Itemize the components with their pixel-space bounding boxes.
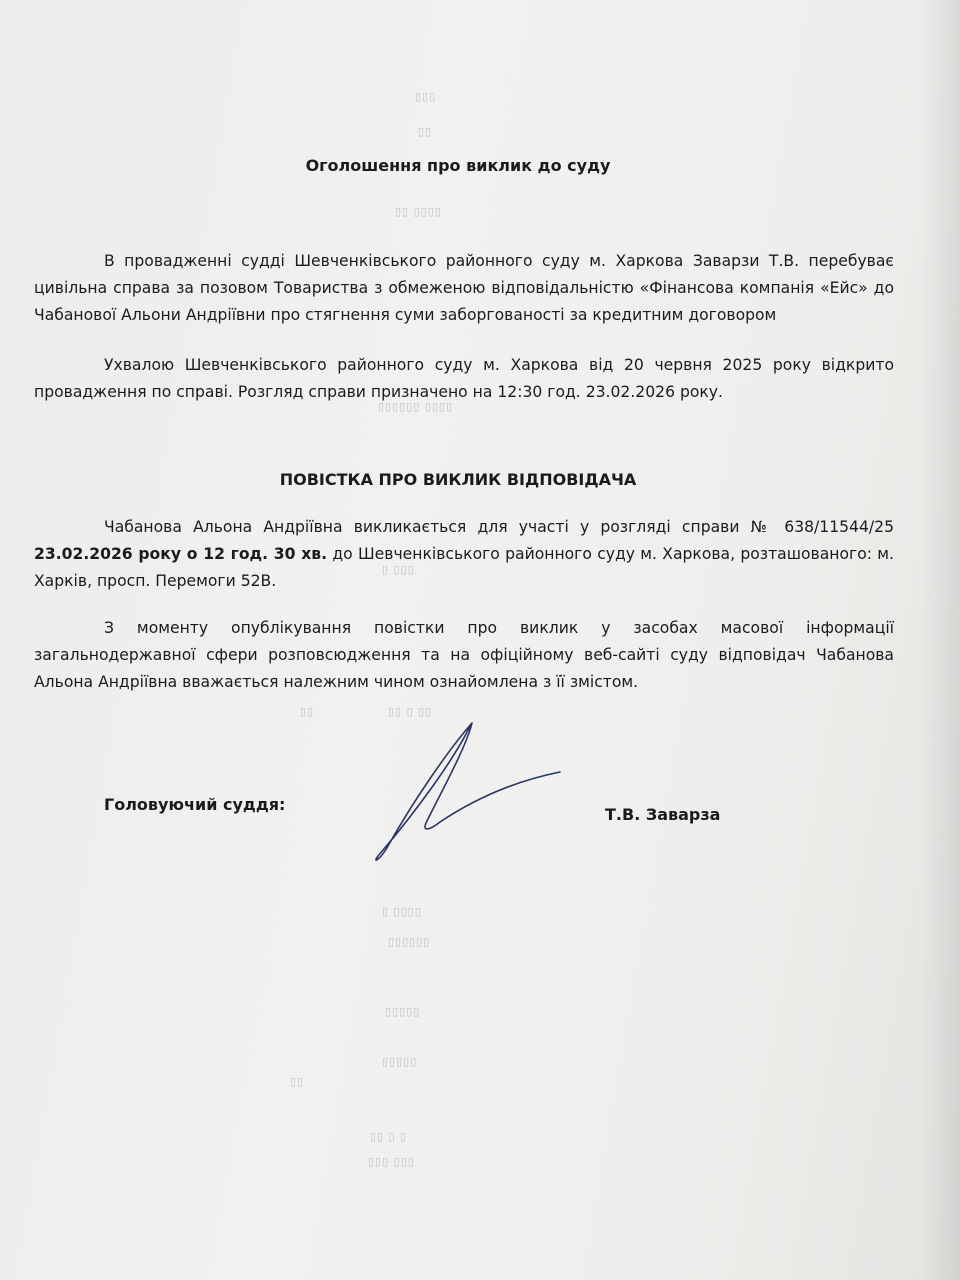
- bleed-through-mark: ▯ ▯▯▯: [382, 563, 415, 576]
- page-edge-shadow: [920, 0, 960, 1280]
- summons-paragraph-2-text: З моменту опублікування повістки про виклик у засобах масової інформації загальнодержавної сфери розповсюдження та на офіційному веб-сайті суду відповідач Чабанова Альона Андріївна вважається належним чином ознайомлена з її змістом.: [34, 619, 894, 691]
- bleed-through-mark: ▯▯: [290, 1075, 305, 1088]
- notice-paragraph-2: [34, 352, 894, 406]
- presiding-judge-label: Головуючий суддя:: [104, 795, 286, 814]
- summons-paragraph-2: [34, 615, 894, 696]
- notice-paragraph-1-text: В провадженні судді Шевченківського районного суду м. Харкова Заварзи Т.В. перебуває цивільна справа за позовом Товариства з обмеженою відповідальністю «Фінансова компанія «Ейс» до Чабанової Альони Андріївни про стягнення суми заборгованості за кредитним договором: [34, 252, 894, 324]
- notice-title: Оголошення про виклик до суду: [305, 156, 611, 175]
- summons-paragraph-1: [34, 514, 894, 595]
- bleed-through-mark: ▯▯▯: [415, 90, 437, 103]
- judge-name: Т.В. Заварза: [605, 805, 721, 824]
- notice-paragraph-2-text: Ухвалою Шевченківського районного суду м. Харкова від 20 червня 2025 року відкрито провадження по справі. Розгляд справи призначено на 12:30 год. 23.02.2026 року.: [34, 356, 894, 401]
- bleed-through-mark: ▯▯▯▯▯▯ ▯▯▯▯: [378, 400, 454, 413]
- bleed-through-mark: ▯▯▯ ▯▯▯: [368, 1155, 415, 1168]
- notice-paragraph-1: [34, 248, 894, 329]
- bleed-through-mark: ▯▯ ▯▯▯▯: [395, 205, 442, 218]
- hearing-datetime: 23.02.2026 року о 12 год. 30 хв.: [34, 545, 328, 563]
- bleed-through-mark: ▯▯: [418, 125, 433, 138]
- bleed-through-mark: ▯▯: [300, 705, 315, 718]
- bleed-through-mark: ▯ ▯▯▯▯: [382, 905, 422, 918]
- bleed-through-mark: ▯▯▯▯▯: [385, 1005, 421, 1018]
- summons-paragraph-1-end: до Шевченківського районного суду м. Харкова, розташованого: м. Харків, просп. Перемоги 52В.: [34, 545, 894, 590]
- handwritten-signature: [360, 718, 570, 868]
- summons-title: ПОВІСТКА ПРО ВИКЛИК ВІДПОВІДАЧА: [279, 470, 637, 489]
- summons-paragraph-1-start: Чабанова Альона Андріївна викликається для участі у розгляді справи № 638/11544/25: [104, 518, 894, 536]
- bleed-through-mark: ▯▯ ▯ ▯: [370, 1130, 408, 1143]
- bleed-through-mark: ▯▯ ▯ ▯▯: [388, 705, 433, 718]
- bleed-through-mark: ▯▯▯▯▯: [382, 1055, 418, 1068]
- bleed-through-mark: ▯▯▯▯▯▯: [388, 935, 431, 948]
